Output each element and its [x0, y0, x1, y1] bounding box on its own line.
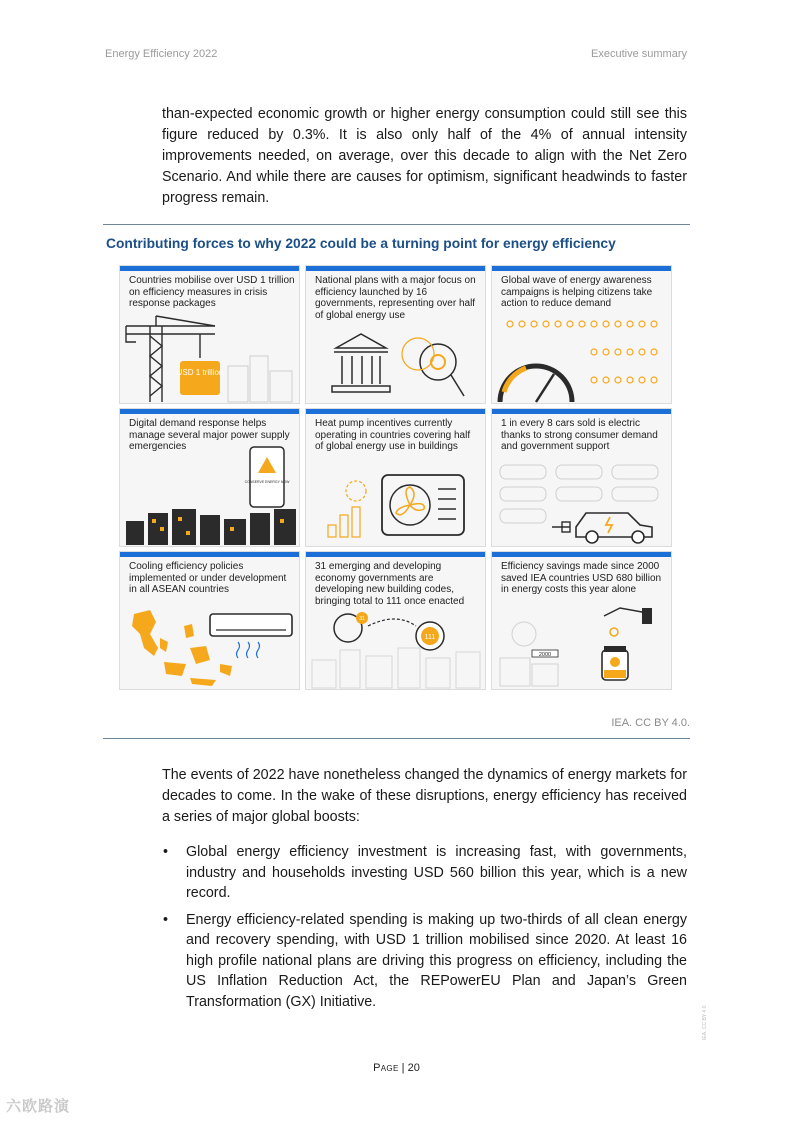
page-prefix: Page	[373, 1062, 399, 1074]
running-header-title: Energy Efficiency 2022	[105, 48, 218, 60]
infographic-cell-3	[491, 265, 672, 404]
infographic-cell-7	[119, 551, 300, 690]
side-license-label: IEA. CC BY 4.0.	[702, 1004, 708, 1040]
figure-bottom-rule	[103, 738, 690, 739]
figure-credit: IEA. CC BY 4.0.	[611, 717, 690, 729]
crane-label: USD 1 trillion	[176, 368, 224, 377]
cell-caption: 31 emerging and developing economy governments are developing new building codes, bringing total to 111 once enacted	[315, 561, 465, 607]
page-number	[0, 1062, 793, 1074]
list-item	[162, 910, 687, 1013]
infographic-cell-1	[119, 265, 300, 404]
savings-year-label: 2000	[538, 652, 552, 658]
cell-caption: Cooling efficiency policies implemented or under development in all ASEAN countries	[129, 561, 287, 595]
infographic-cell-8	[305, 551, 486, 690]
infographic-cell-5	[305, 408, 486, 547]
figure-top-rule	[103, 224, 690, 225]
bullet-dot: •	[163, 911, 169, 928]
watermark-logo: 六欧路演	[6, 1098, 71, 1115]
infographic-grid	[119, 265, 672, 690]
bullet-text: Energy efficiency-related spending is making up two-thirds of all clean energy and recovery spending, with USD 1 trillion mobilised since 2020. At least 16 high profile national plans are driving this progress on efficiency, including the US Inflation Reduction Act, the REPowerEU Plan and Japan’s Green Transformation (GX) Initiative.	[186, 911, 687, 1010]
cell-caption: National plans with a major focus on efficiency launched by 16 governments, representing over half of global energy use	[315, 275, 476, 321]
infographic-cell-2	[305, 265, 486, 404]
page-separator: |	[398, 1062, 408, 1074]
phone-alert-label: CONSERVE ENERGY NOW	[244, 480, 290, 484]
cell-caption: Countries mobilise over USD 1 trillion on efficiency measures in crisis response packages	[129, 275, 295, 309]
infographic-cell-6	[491, 408, 672, 547]
bullet-dot: •	[163, 844, 169, 860]
cell-caption: 1 in every 8 cars sold is electric thanks to strong consumer demand and government support	[501, 418, 658, 452]
cell-caption: Heat pump incentives currently operating in countries covering half of global energy use in buildings	[315, 418, 471, 452]
cell-caption: Efficiency savings made since 2000 saved IEA countries USD 680 billion in energy costs this year alone	[501, 561, 662, 595]
running-header-section: Executive summary	[591, 48, 687, 60]
page-number-value: 20	[407, 1062, 420, 1074]
bullet-list	[162, 842, 687, 1018]
infographic-cell-4	[119, 408, 300, 547]
cell-caption: Digital demand response helps manage several major power supply emergencies	[129, 418, 290, 452]
figure-title: Contributing forces to why 2022 could be a turning point for energy efficiency	[106, 236, 616, 251]
infographic-cell-9	[491, 551, 672, 690]
codes-count-a: 31	[359, 616, 365, 622]
cell-caption: Global wave of energy awareness campaigns is helping citizens take action to reduce demand	[501, 275, 653, 309]
body-paragraph-2: The events of 2022 have nonetheless changed the dynamics of energy markets for decades to come. In the wake of these disruptions, energy efficiency has received a series of major global boosts:	[162, 767, 687, 825]
body-paragraph-1: than-expected economic growth or higher energy consumption could still see this figure reduced by 0.3%. It is also only half of the 4% of annual intensity improvements needed, on average, over this decade to align with the Net Zero Scenario. And while there are causes for optimism, significant headwinds to faster progress remain.	[162, 106, 687, 206]
codes-count-b: 111	[424, 634, 436, 641]
bullet-text: Global energy efficiency investment is increasing fast, with governments, industry and households investing USD 560 billion this year, which is a new record.	[186, 844, 687, 901]
list-item	[162, 842, 687, 904]
